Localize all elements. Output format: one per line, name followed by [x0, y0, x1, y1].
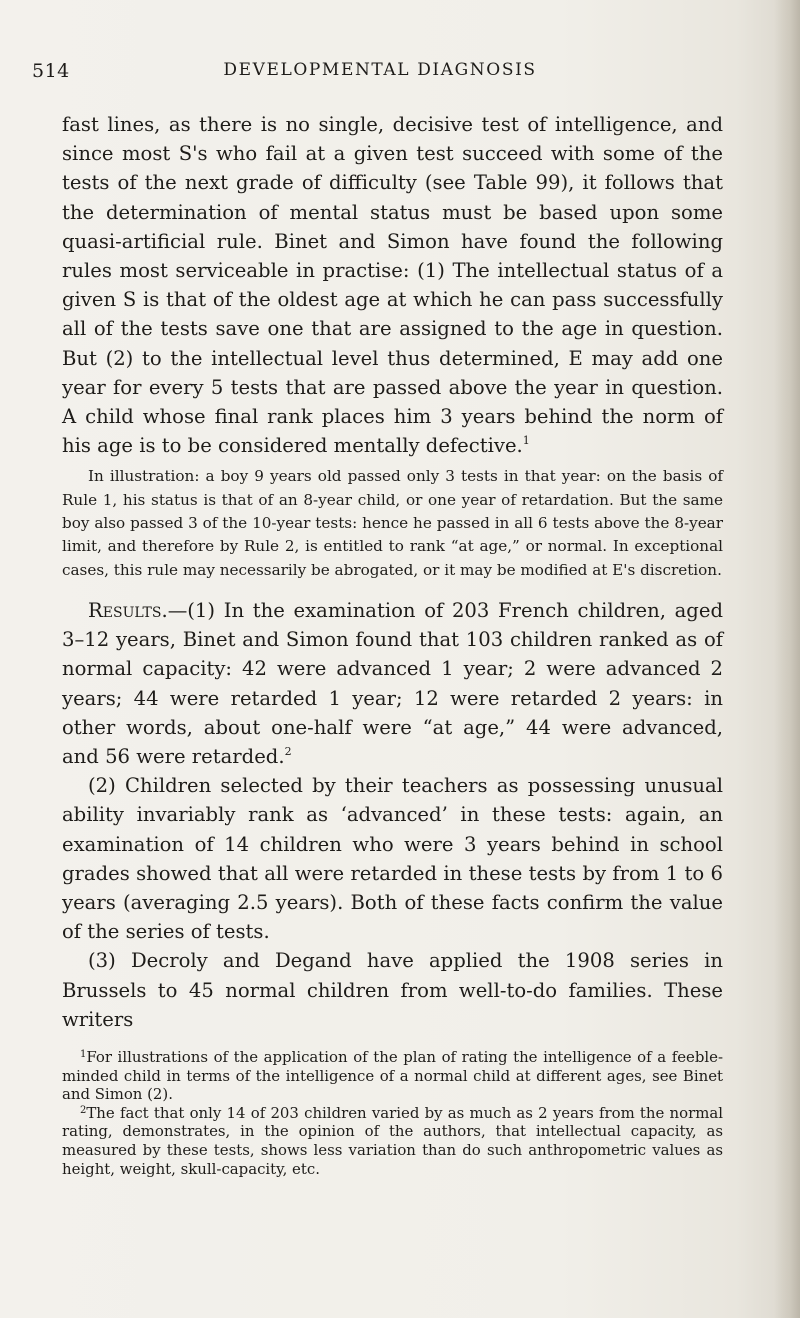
- illustration-example: In illustration: a boy 9 years old passed only 3 tests in that year: on the basis of Rule 1, his status is that of an 8-year child, or one year of retardation. But the same boy also passed 3 of the 10-year tests: hence he passed in all 6 tests above the 8-year limit, and therefore by Rule 2, is entitled to rank “at age,” or normal. In exceptional cases, this rule may necessarily be abrogated, or it may be modified at E's discretion.: [62, 467, 723, 579]
- footnote-2: [62, 1104, 723, 1178]
- results-heading: Results.: [88, 598, 168, 622]
- paragraph-results-1-text: —(1) In the examination of 203 French children, aged 3–12 years, Binet and Simon found that 103 children ranked as of normal capacity: 42 were advanced 1 year; 2 were advanced 2 years; 44 were retarded 1 year; 12 were retarded 2 years: in other words, about one-half were “at age,” 44 were advanced, and 56 were retarded.: [62, 598, 723, 768]
- footnote-mark-1: 1: [80, 1048, 87, 1060]
- page-body: [62, 110, 723, 1178]
- running-head: DEVELOPMENTAL DIAGNOSIS: [223, 60, 537, 80]
- paragraph-rules: [62, 110, 723, 460]
- page-header: [32, 60, 732, 92]
- paragraph-results-1: [62, 596, 723, 771]
- footnote-1-text: For illustrations of the application of the plan of rating the intelligence of a feeble-minded child in terms of the intelligence of a normal child at different ages, see Binet and Simon (2).: [62, 1047, 723, 1104]
- page-edge-shadow: [774, 0, 800, 1318]
- page-number: 514: [32, 60, 70, 82]
- paragraph-rules-text: fast lines, as there is no single, decisive test of intelligence, and since most S's who fail at a given test succeed with some of the tests of the next grade of difficulty (see Table 99), it follows that the determination of mental status must be based upon some quasi-artificial rule. Binet and Simon have found the following rules most serviceable in practise: (1) The intellectual status of a given S is that of the oldest age at which he can pass successfully all of the tests save one that are assigned to the age in question. But (2) to the intellectual level thus determined, E may add one year for every 5 tests that are passed above the year in question. A child whose final rank places him 3 years behind the norm of his age is to be considered mentally defective.: [62, 113, 723, 458]
- footnote-mark-2: 2: [80, 1104, 87, 1116]
- footnote-1: [62, 1048, 723, 1104]
- paragraph-results-2: (2) Children selected by their teachers as possessing unusual ability invariably rank as ‘advanced’ in these tests: again, an examination of 14 children who were 3 years behind in school grades showed that all were retarded in these tests by from 1 to 6 years (averaging 2.5 years). Both of these facts confirm the value of the series of tests.: [62, 774, 723, 944]
- footnote-2-text: The fact that only 14 of 203 children varied by as much as 2 years from the normal rating, demonstrates, in the opinion of the authors, that intellectual capacity, as measured by these tests, shows less variation than do such anthropometric values as height, weight, skull-capacity, etc.: [62, 1103, 723, 1178]
- footnote-ref-1: 1: [522, 434, 530, 448]
- footnotes: [62, 1048, 723, 1178]
- footnote-ref-2: 2: [284, 744, 292, 758]
- paragraph-results-3: (3) Decroly and Degand have applied the 1908 series in Brussels to 45 normal children from well-to-do families. These writers: [62, 949, 723, 1031]
